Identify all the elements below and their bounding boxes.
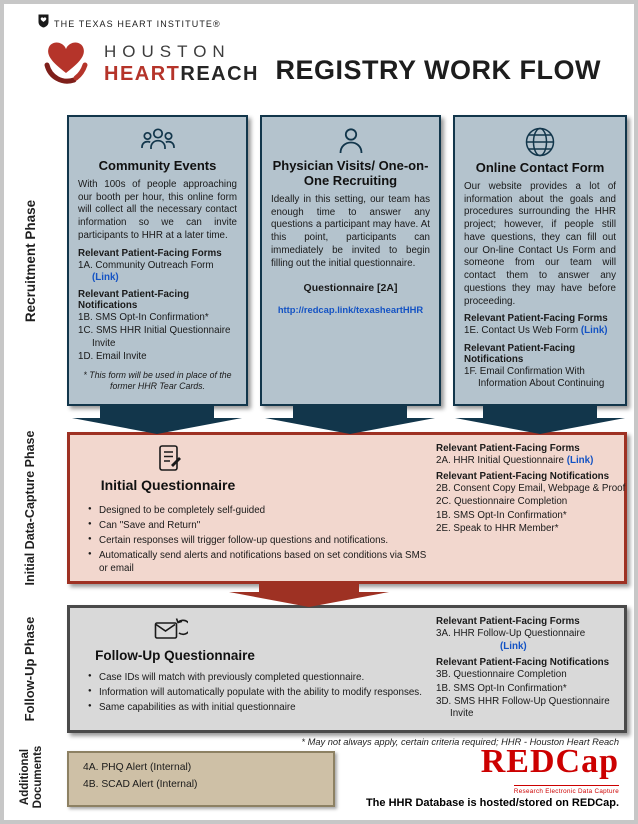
notif-item-1b: 1B. SMS Opt-In Confirmation* — [436, 509, 567, 521]
people-icon — [78, 126, 237, 156]
texas-heart-institute-logo — [38, 14, 221, 33]
globe-icon — [464, 126, 616, 158]
notif-item-1f: 1F. Email Confirmation With Information About Continuing — [464, 365, 605, 389]
bullet-item: ● Information will automatically populate with the ability to modify responses. — [87, 687, 443, 700]
online-contact-body: Our website provides a lot of information about the goals and procedures surrounding the HHR project; however, if people still have questions, they can fill out our On-line Contact Us Form and someone from our team will contact them to answer any questions they may have before proceeding. — [464, 180, 616, 307]
form-1e-link[interactable]: (Link) — [580, 325, 608, 337]
community-footnote: * This form will be used in place of the former HHR Tear Cards. — [83, 370, 232, 392]
phase-label-initial-data-capture: Initial Data-Capture Phase — [23, 430, 37, 586]
physician-visits-body: Ideally in this setting, our team has enough time to answer any questions a participant may have. At this point, participants can immediately be invited to begin filling out the initial questionnaire. — [271, 193, 430, 269]
initial-questionnaire-title: Initial Questionnaire — [100, 477, 236, 493]
notif-item-1b: 1B. SMS Opt-In Confirmation* — [78, 312, 209, 324]
brand-heart: HEART — [104, 62, 181, 85]
physician-visits-title: Physician Visits/ One-on-One Recruiting — [272, 158, 429, 188]
phase-label-additional-documents: Additional Documents — [19, 745, 45, 809]
community-events-body: With 100s of people approaching our booth per hour, this online form will collect all the necessary contact information so we can invite participants to HHR at a later time. — [78, 178, 237, 241]
heart-hands-icon — [37, 34, 95, 93]
doc-item-4a: 4A. PHQ Alert (Internal) — [83, 762, 192, 773]
community-events-title: Community Events — [98, 158, 217, 173]
follow-up-forms-column — [436, 616, 626, 720]
person-icon — [271, 126, 430, 156]
bullet-item: ● Automatically send alerts and notifications based on set conditions via SMS or email — [87, 550, 435, 575]
bullet-item: ● Same capabilities as with initial questionnaire — [87, 702, 443, 715]
phase-label-follow-up: Follow-Up Phase — [22, 616, 37, 722]
initial-questionnaire-bullets — [87, 505, 435, 578]
global-footnote: * May not always apply, certain criteria required; HHR - Houston Heart Reach — [301, 737, 619, 747]
doc-item-4b: 4B. SCAD Alert (Internal) — [83, 779, 198, 790]
bullet-item: ● Certain responses will trigger follow-up questions and notifications. — [87, 535, 435, 548]
notifications-heading: Relevant Patient-Facing Notifications — [78, 289, 190, 312]
brand-heartreach — [104, 63, 259, 86]
community-events-box — [67, 115, 248, 406]
follow-up-questionnaire-panel — [67, 605, 627, 733]
forms-heading: Relevant Patient-Facing Forms — [436, 443, 580, 454]
notif-item-3b: 3B. Questionnaire Completion — [436, 669, 567, 681]
form-item-3a: 3A. HHR Follow-Up Questionnaire — [436, 628, 586, 639]
arrow-down-icon — [72, 405, 242, 434]
houston-heartreach-logo — [37, 34, 259, 93]
follow-up-bullets — [87, 672, 443, 717]
arrow-down-icon — [455, 405, 625, 434]
institute-name: THE TEXAS HEART INSTITUTE® — [54, 18, 221, 29]
notif-item-3d: 3D. SMS HHR Follow-Up Questionnaire Invite — [436, 695, 610, 720]
forms-heading: Relevant Patient-Facing Forms — [436, 616, 580, 627]
forms-heading: Relevant Patient-Facing Forms — [464, 313, 608, 325]
redcap-tagline: Research Electronic Data Capture — [514, 785, 619, 795]
notif-item-1b: 1B. SMS Opt-In Confirmation* — [436, 682, 567, 694]
notif-item-2b: 2B. Consent Copy Email, Webpage & Proof — [436, 483, 626, 495]
phase-label-recruitment: Recruitment Phase — [23, 199, 38, 323]
questionnaire-url-link[interactable]: http://redcap.link/texasheartHHR — [277, 304, 424, 316]
physician-visits-box — [260, 115, 441, 406]
questionnaire-heading: Questionnaire [2A] — [303, 282, 398, 295]
bullet-item: ● Designed to be completely self-guided — [87, 505, 435, 518]
online-contact-form-box — [453, 115, 627, 406]
form-2a-link[interactable]: (Link) — [566, 455, 594, 466]
redcap-wordmark: REDCap — [480, 743, 619, 780]
hosted-text: The HHR Database is hosted/stored on REDCap. — [365, 797, 619, 809]
notifications-heading: Relevant Patient-Facing Notifications — [436, 471, 610, 483]
notifications-heading: Relevant Patient-Facing Notifications — [436, 657, 610, 669]
form-1a-link[interactable]: (Link) — [92, 271, 119, 283]
arrow-down-icon — [229, 583, 389, 607]
notif-item-2c: 2C. Questionnaire Completion — [436, 496, 568, 508]
form-item-1a — [78, 260, 237, 284]
form-3a-link[interactable]: (Link) — [500, 641, 527, 653]
page-title: REGISTRY WORK FLOW — [275, 55, 601, 85]
followup-mail-icon — [154, 616, 188, 648]
follow-up-questionnaire-title: Follow-Up Questionnaire — [95, 648, 255, 663]
additional-documents-box — [67, 751, 335, 807]
notif-item-1c: 1C. SMS HHR Initial Questionnaire Invite — [78, 325, 231, 349]
form-item-1e-text: 1E. Contact Us Web Form — [464, 325, 579, 337]
form-item-2a-text: 2A. HHR Initial Questionnaire — [436, 455, 564, 466]
bullet-item: ● Can "Save and Return" — [87, 520, 435, 533]
form-item-2a — [436, 455, 626, 467]
shield-heart-icon — [38, 14, 49, 33]
notifications-heading: Relevant Patient-Facing Notifications — [464, 342, 576, 365]
initial-questionnaire-panel — [67, 432, 627, 584]
notif-item-1d: 1D. Email Invite — [78, 350, 147, 362]
bullet-item: ● Case IDs will match with previously completed questionnaire. — [87, 672, 443, 685]
brand-reach: REACH — [180, 62, 260, 85]
form-item-1a-text: 1A. Community Outreach Form — [78, 259, 214, 271]
brand-houston: HOUSTON — [104, 41, 231, 61]
questionnaire-icon — [158, 444, 184, 477]
forms-heading: Relevant Patient-Facing Forms — [78, 247, 222, 259]
notif-item-2e: 2E. Speak to HHR Member* — [436, 522, 559, 534]
redcap-logo — [481, 745, 619, 798]
online-contact-title: Online Contact Form — [475, 160, 605, 175]
arrow-down-icon — [265, 405, 435, 434]
initial-forms-column — [436, 443, 626, 535]
form-item-1e — [464, 325, 616, 337]
